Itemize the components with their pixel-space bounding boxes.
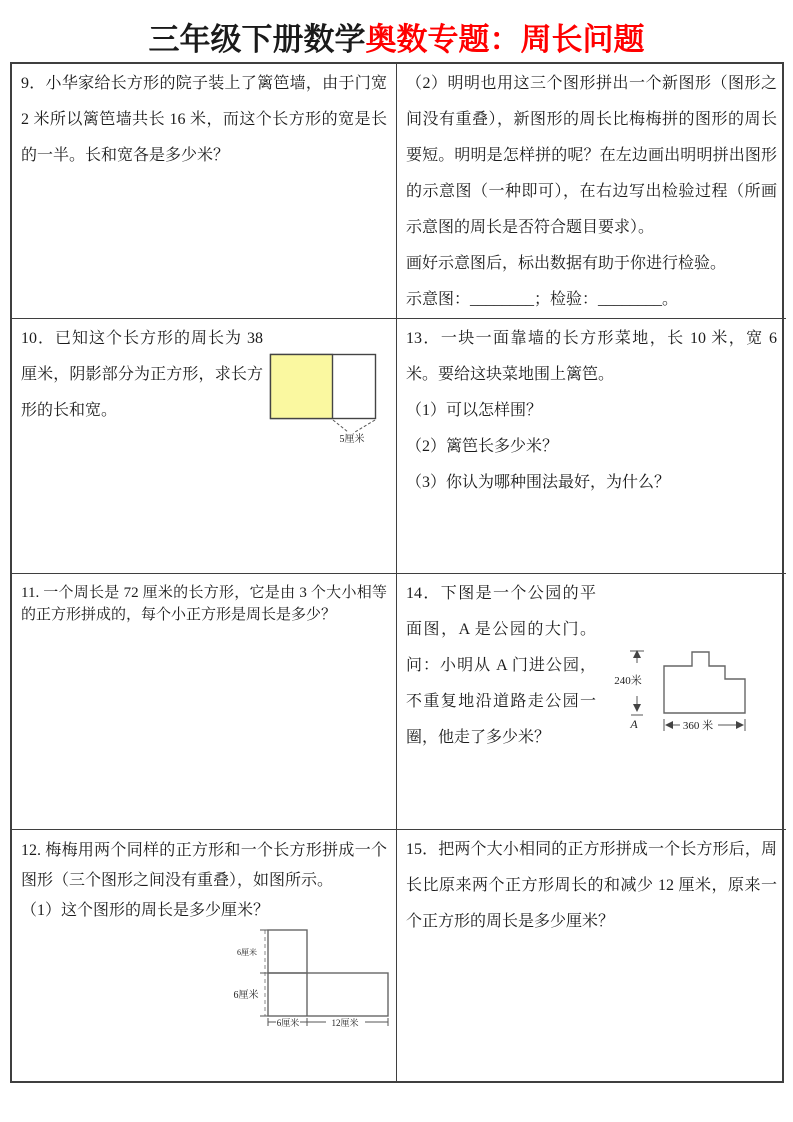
problem-10-cell [12, 319, 397, 574]
left-arrowhead-icon [665, 721, 673, 729]
problem-13-q1: （1）可以怎样围？ [406, 402, 543, 419]
problem-15-cell [397, 830, 786, 1081]
worksheet-table [10, 62, 784, 1083]
problem-12-cell [12, 830, 397, 1081]
problem-12-text: 12. 梅梅用两个同样的正方形和一个长方形拼成一个图形（三个图形之间没有重叠），如图所示。 [21, 842, 387, 889]
bottom-rectangle [268, 973, 388, 1016]
dimension-label-5cm: 5厘米 [339, 434, 365, 443]
title-black-part: 三年级下册数学 [148, 22, 366, 57]
left-label-bottom-6cm: 6厘米 [233, 990, 259, 1001]
problem-2-cell [397, 64, 786, 319]
problem-9-cell [12, 64, 397, 319]
problem-14-cell [397, 574, 786, 830]
problem-13-q3: （3）你认为哪种围法最好，为什么？ [406, 474, 671, 491]
pointer-line-right [355, 420, 375, 432]
right-arrowhead-icon [736, 721, 744, 729]
shaded-square [271, 355, 333, 419]
problem-13-q2: （2）篱笆长多少米？ [406, 438, 559, 455]
park-outline [664, 652, 745, 713]
title-red-part: 奥数专题：周长问题 [365, 22, 645, 57]
bottom-label-12cm: 12厘米 [331, 1018, 359, 1028]
problem-10-text: 10．已知这个长方形的周长为 38 厘米，阴影部分为正方形，求长方形的长和宽。 [21, 330, 263, 419]
problem-14-figure [602, 646, 777, 742]
problem-12-q1: （1）这个图形的周长是多少厘米？ [21, 902, 270, 919]
problem-2-text: （2）明明也用这三个图形拼出一个新图形（图形之间没有重叠），新图形的周长比梅梅拼的图形的周长要短。明明是怎样拼的呢？在左边画出明明拼出图形的示意图（一种即可），在右边写出检验过程（所画示意图的周长是否符合题目要求）。 [406, 75, 777, 236]
problem-2-blanks: 示意图：________；检验：________。 [406, 291, 679, 308]
problem-11-cell [12, 574, 397, 830]
problem-13-cell [397, 319, 786, 574]
bottom-label-6cm: 6厘米 [276, 1018, 300, 1028]
dimension-label-240m: 240米 [614, 675, 642, 687]
problem-12-figure-wrap [233, 928, 387, 1041]
dimension-label-360m: 360 米 [682, 720, 714, 732]
problem-12-figure [233, 928, 391, 1030]
pointer-line-left [333, 420, 348, 432]
problem-2-hint: 画好示意图后，标出数据有助于你进行检验。 [406, 255, 727, 272]
problem-10-figure [269, 353, 385, 443]
problem-15-text: 15．把两个大小相同的正方形拼成一个长方形后，周长比原来两个正方形周长的和减少 12 厘米，原来一个正方形的周长是多少厘米？ [406, 841, 777, 930]
problem-14-text: 14．下图是一个公园的平面图，A 是公园的大门。问：小明从 A 门进公园，不重复地沿道路走公园一圈，他走了多少米？ [406, 585, 596, 746]
gate-label-A: A [630, 717, 638, 731]
problem-11-text: 11. 一个周长是 72 厘米的长方形，它是由 3 个大小相等的正方形拼成的，每个小正方形是周长是多少？ [21, 585, 387, 623]
down-arrowhead-icon [633, 704, 641, 712]
left-label-top-6cm: 6厘米 [237, 948, 257, 957]
problem-13-intro: 13．一块一面靠墙的长方形菜地，长 10 米，宽 6 米。要给这块菜地围上篱笆。 [406, 330, 777, 383]
problem-9-text: 9．小华家给长方形的院子装上了篱笆墙，由于门宽 2 米所以篱笆墙共长 16 米，而这个长方形的宽是长的一半。长和宽各是多少米？ [21, 75, 387, 164]
top-square [268, 930, 307, 973]
worksheet-title [0, 0, 793, 59]
